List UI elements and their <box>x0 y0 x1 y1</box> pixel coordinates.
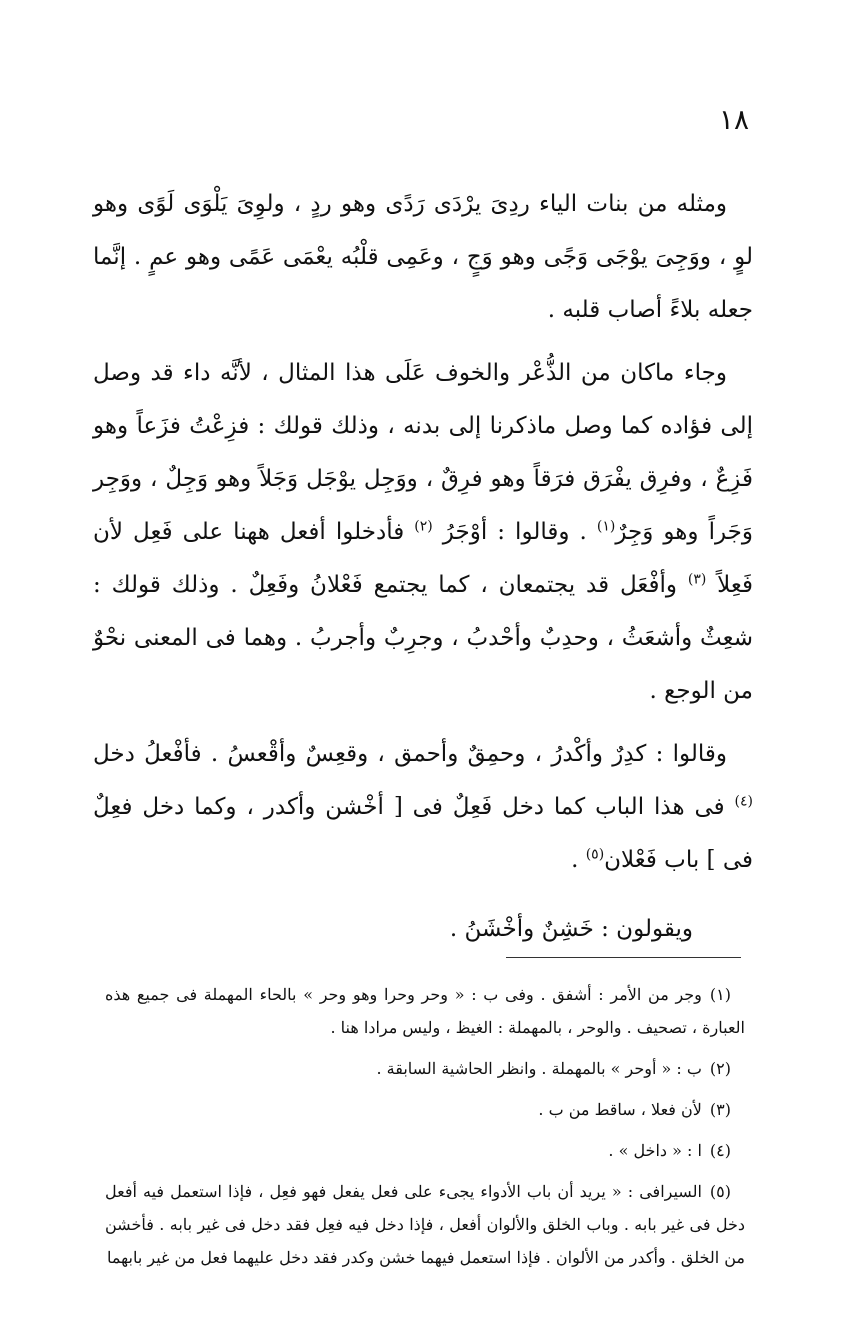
footnote-4 <box>105 1134 745 1167</box>
footnote-text: ب : « أوحر » بالمهملة . وانظر الحاشية السابقة . <box>376 1059 702 1078</box>
paragraph-1: ومثله من بنات الياء ردِىَ يرْدَى رَدًى وهو ردٍ ، ولوِىَ يَلْوَى لَوًى وهو لوٍ ، ووَجِىَ يوْجَى وَجًى وهو وَجٍ ، وعَمِى قلْبُه يعْمَى عَمًى وهو عمٍ . إنَّما جعله بلاءً أصاب قلبه . <box>93 191 753 323</box>
footnote-ref-5: (٥) <box>585 846 605 863</box>
paragraph-2-text-b: . وقالوا : أوْجَرُ <box>432 519 597 545</box>
footnote-ref-4: (٤) <box>734 793 753 810</box>
footnote-number: (٣) <box>709 1100 731 1119</box>
paragraph-2-text-c: فأدخلوا أفعل ههنا على فَعِل لأن فَعِلاً <box>93 519 753 598</box>
footnote-text: وجر من الأمر : أشفق . وفى ب : « وحر وحرا وهو وحر » بالحاء المهملة فى جميع هذه العبارة ، تصحيف . والوحر ، بالمهملة : الغيظ ، وليس مرادا هنا . <box>105 985 745 1037</box>
footnote-ref-3: (٣) <box>687 571 707 588</box>
paragraph-4: ويقولون : خَشِنٌ وأخْشَنُ . <box>449 916 693 942</box>
footnote-2 <box>105 1052 745 1085</box>
paragraph-3 <box>93 728 753 887</box>
main-text <box>93 178 753 966</box>
footnote-3 <box>105 1093 745 1126</box>
footnote-number: (٢) <box>709 1059 731 1078</box>
footnote-number: (٥) <box>709 1182 731 1201</box>
footnote-ref-2: (٢) <box>414 518 433 535</box>
paragraph-2-text-d: وأفْعَل قد يجتمعان ، كما يجتمع فَعْلانُ وفَعِلٌ . وذلك قولك : شعِثٌ وأشعَثُ ، وحدِبٌ وأحْدبُ ، وجرِبٌ وأجربُ . وهما فى المعنى نحْوٌ من الوجع . <box>93 572 753 704</box>
footnote-text: ا : « داخل » . <box>608 1141 702 1160</box>
footnote-text: السيرافى : « يريد أن باب الأدواء يجىء على فعل يفعل فهو فعِل ، فإذا استعمل فيه أفعل دخل فى غير بابه . وباب الخلق والألوان أفعل ، فإذا دخل فيه فعِل فقد دخل فى غير بابه . فأخشن من الخلق . وأكدر من الألوان . فإذا استعمل فيهما خشن وكدر فقد دخل عليهما فعل من غير بابهما <box>105 1182 745 1267</box>
footnotes <box>105 978 745 1282</box>
footnote-ref-1: (١) <box>596 518 616 535</box>
paragraph-3-text-b: فى هذا الباب كما دخل فَعِلٌ فى [ أخْشن وأكدر ، وكما دخل فعِلٌ فى ] باب فَعْلان <box>93 794 753 873</box>
footnote-5 <box>105 1175 745 1274</box>
footnote-1 <box>105 978 745 1044</box>
footnote-divider <box>506 957 741 958</box>
page-number: ١٨ <box>718 103 749 136</box>
footnote-text: لأن فعلا ، ساقط من ب . <box>538 1100 702 1119</box>
paragraph-2 <box>93 347 753 718</box>
paragraph-3-text-a: وقالوا : كدِرٌ وأكْدرُ ، وحمِقٌ وأحمق ، وقعِسٌ وأقْعسُ . فأفْعلُ دخل <box>93 741 727 767</box>
footnote-number: (٤) <box>709 1141 731 1160</box>
paragraph-3-text-c: . <box>571 847 586 873</box>
footnote-number: (١) <box>709 985 731 1004</box>
paragraph-2-text-a: وجاء ماكان من الذُّعْر والخوف عَلَى هذا المثال ، لأنَّه داء قد وصل إلى فؤاده كما وصل ماذكرنا إلى بدنه ، وذلك قولك : فزِعْتُ فزَعاً وهو فَزِعٌ ، وفرِق يفْرَق فرَقاً وهو فرِقٌ ، ووَجِل يوْجَل وَجَلاً وهو وَجِلٌ ، ووَجِر وَجَراً وهو وَجِرٌ <box>93 360 753 545</box>
